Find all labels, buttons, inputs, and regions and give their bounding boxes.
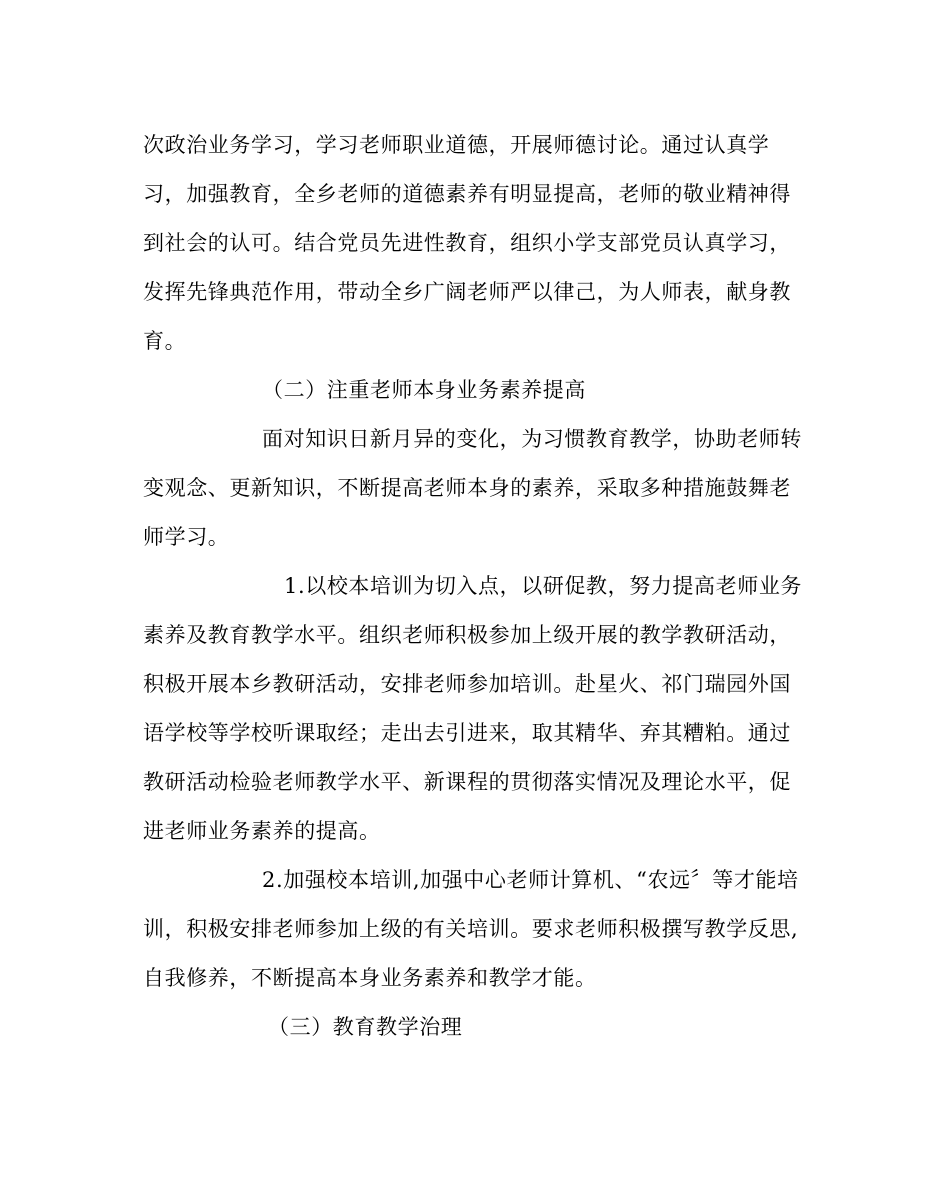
paragraph-4-line-3: 自我修养，不断提高本身业务素养和教学才能。: [143, 966, 597, 990]
paragraph-1-line-5: 育。: [143, 329, 187, 353]
paragraph-3-line-1: 1.以校本培训为切入点，以研促教，努力提高老师业务: [284, 574, 803, 598]
paragraph-2-line-3: 师学习。: [143, 525, 230, 549]
paragraph-3-line-3: 积极开展本乡教研活动，安排老师参加培训。赴星火、祁门瑞园外国: [143, 672, 791, 696]
paragraph-1-line-3: 到社会的认可。结合党员先进性教育，组织小学支部党员认真学习，: [143, 231, 791, 255]
paragraph-2-line-2: 变观念、更新知识，不断提高老师本身的素养，采取多种措施鼓舞老: [143, 476, 791, 500]
paragraph-1-line-4: 发挥先锋典范作用，带动全乡广阔老师严以律己，为人师表，献身教: [143, 280, 791, 304]
paragraph-3-line-2: 素养及教育教学水平。组织老师积极参加上级开展的教学教研活动，: [143, 623, 791, 647]
paragraph-1-line-1: 次政治业务学习，学习老师职业道德，开展师德讨论。通过认真学: [143, 133, 770, 157]
paragraph-4-line-2: 训，积极安排老师参加上级的有关培训。要求老师积极撰写教学反思,: [143, 917, 799, 941]
section-2-heading: （二）注重老师本身业务素养提高: [262, 378, 586, 402]
paragraph-4-line-1: 2.加强校本培训,加强中心老师计算机、“农远〞等才能培: [262, 868, 799, 892]
paragraph-3-line-5: 教研活动检验老师教学水平、新课程的贯彻落实情况及理论水平，促: [143, 770, 791, 794]
paragraph-2-line-1: 面对知识日新月异的变化，为习惯教育教学，协助老师转: [262, 427, 802, 451]
section-3-heading: （三）教育教学治理: [268, 1015, 463, 1039]
paragraph-3-line-6: 进老师业务素养的提高。: [143, 819, 381, 843]
paragraph-1-line-2: 习，加强教育，全乡老师的道德素养有明显提高，老师的敬业精神得: [143, 182, 791, 206]
paragraph-3-line-4: 语学校等学校听课取经；走出去引进来，取其精华、弃其糟粕。通过: [143, 721, 791, 745]
